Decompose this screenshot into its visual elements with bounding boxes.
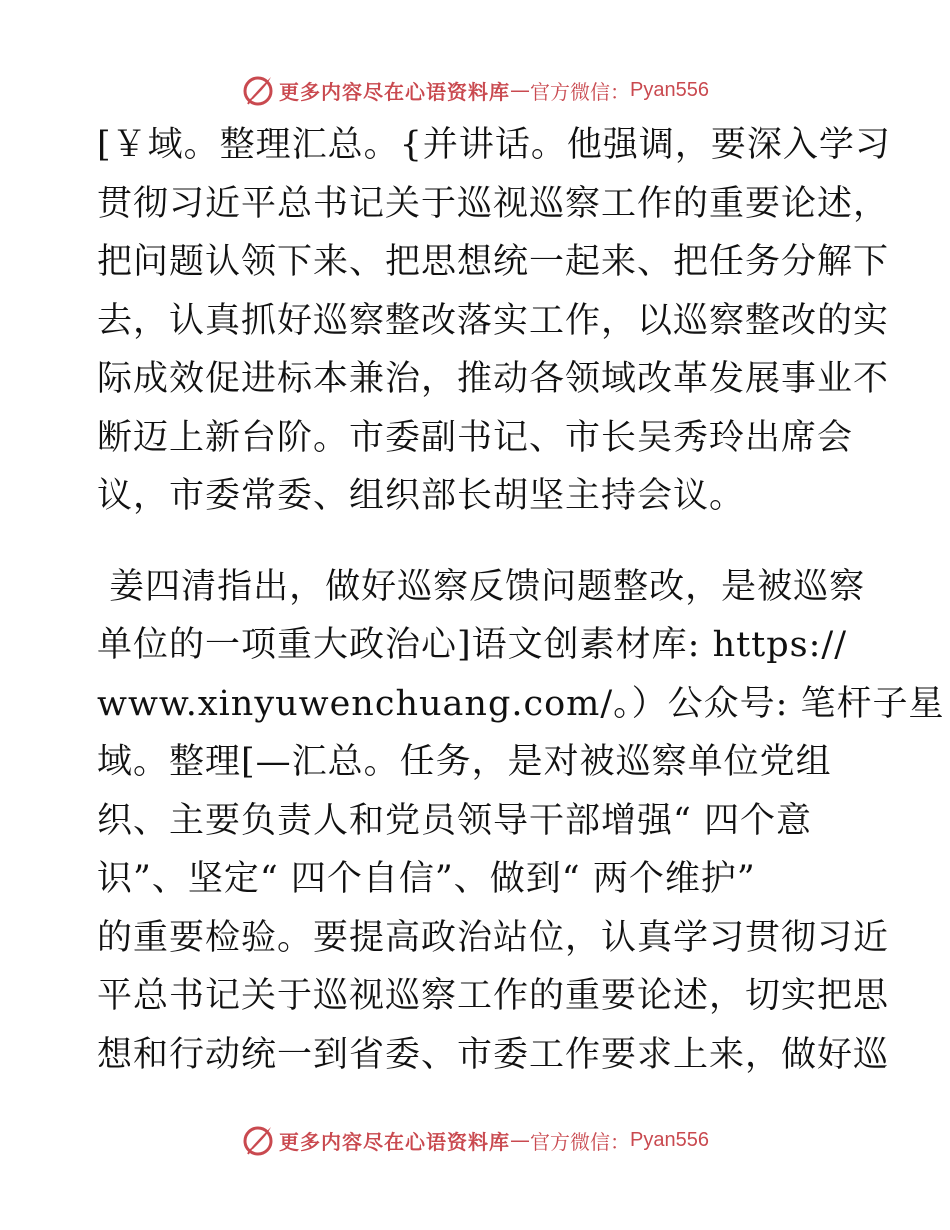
document-body bbox=[97, 116, 945, 1084]
paragraph-2 bbox=[97, 558, 945, 1085]
text-line: www.xinyuwenchuang.com/。）公众号: 笔杆子星 bbox=[97, 683, 945, 724]
text-line: 姜四清指出，做好巡察反馈问题整改，是被巡察 bbox=[97, 566, 866, 607]
feather-circle-logo-icon bbox=[241, 73, 275, 107]
footer-banner bbox=[0, 1120, 950, 1160]
banner-wechat-label: 官方微信： bbox=[530, 79, 631, 104]
text-line: 际成效促进标本兼治，推动各领域改革发展事业不 bbox=[97, 359, 890, 399]
text-line: 域。整理[—汇总。任务，是对被巡察单位党组 bbox=[97, 742, 832, 782]
banner-dash: — bbox=[510, 1128, 531, 1152]
header-banner bbox=[0, 70, 950, 110]
feather-circle-logo-icon bbox=[241, 1123, 275, 1157]
paragraph-1 bbox=[97, 116, 891, 526]
banner-wechat-id: Pyan556 bbox=[630, 1128, 709, 1151]
banner-dash: — bbox=[510, 78, 531, 102]
text-line: 断迈上新台阶。市委副书记、市长吴秀玲出席会 bbox=[97, 417, 854, 458]
paragraph-gap bbox=[97, 526, 857, 558]
banner-wechat-id: Pyan556 bbox=[630, 78, 709, 101]
text-line: 议，市委常委、组织部长胡坚主持会议。 bbox=[97, 476, 746, 516]
banner-text: 更多内容尽在心语资料库 bbox=[279, 1129, 511, 1154]
text-line: 去，认真抓好巡察整改落实工作，以巡察整改的实 bbox=[97, 300, 890, 341]
text-line: 织、主要负责人和党员领导干部增强“ 四个意 bbox=[97, 800, 813, 841]
text-line: 贯彻习近平总书记关于巡视巡察工作的重要论述， bbox=[97, 183, 890, 224]
text-line: 单位的一项重大政治心]语文创素材库: https:// bbox=[97, 625, 847, 665]
text-line: [￥域。整理汇总。{并讲话。他强调，要深入学习 bbox=[97, 125, 891, 165]
text-line: 识”、坚定“ 四个自信”、做到“ 两个维护” bbox=[97, 859, 756, 899]
text-line: 把问题认领下来、把思想统一起来、把任务分解下 bbox=[97, 242, 890, 282]
banner-wechat-label: 官方微信： bbox=[530, 1129, 631, 1154]
text-line: 想和行动统一到省委、市委工作要求上来，做好巡 bbox=[97, 1034, 890, 1075]
text-line: 的重要检验。要提高政治站位，认真学习贯彻习近 bbox=[97, 917, 890, 958]
text-line: 平总书记关于巡视巡察工作的重要论述，切实把思 bbox=[97, 976, 890, 1016]
banner-text: 更多内容尽在心语资料库 bbox=[279, 79, 511, 104]
